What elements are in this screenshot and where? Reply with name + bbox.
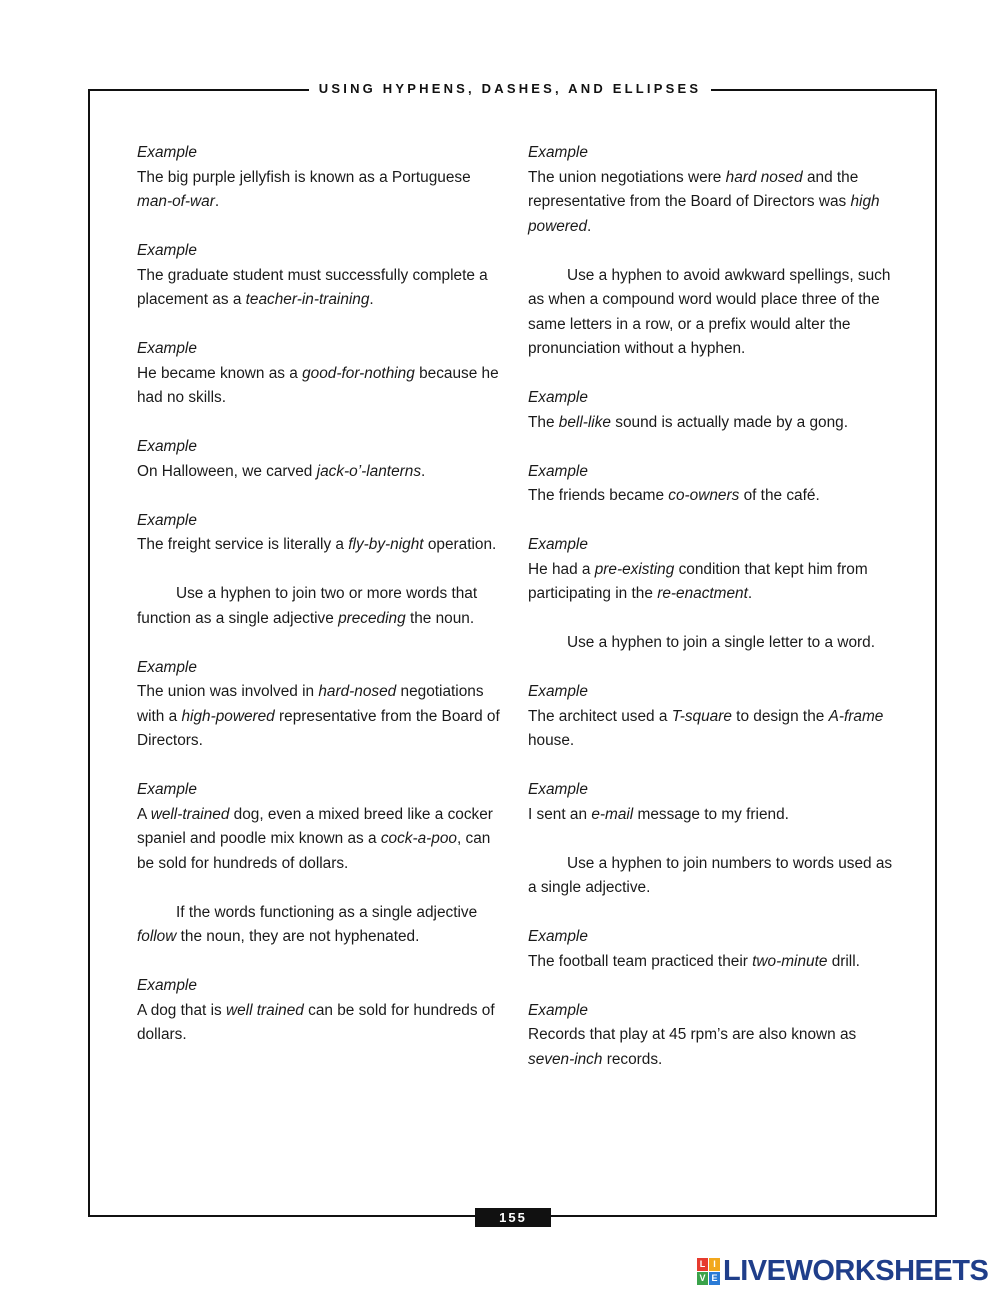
logo-block-i: I bbox=[709, 1258, 720, 1271]
example-label: Example bbox=[528, 144, 588, 161]
example-block bbox=[528, 460, 898, 509]
rule-paragraph: If the words functioning as a single adjective follow the noun, they are not hyphenated. bbox=[137, 903, 478, 945]
example-text: The graduate student must successfully complete a placement as a teacher-in-training. bbox=[137, 266, 488, 308]
example-label: Example bbox=[528, 1001, 588, 1019]
logo-text: LIVEWORKSHEETS bbox=[723, 1254, 989, 1287]
example-block bbox=[528, 533, 898, 607]
example-block bbox=[137, 337, 507, 411]
example-block bbox=[528, 680, 898, 754]
example-text: I sent an e-mail message to my friend. bbox=[528, 805, 789, 823]
example-text: He became known as a good-for-nothing because he had no skills. bbox=[137, 364, 499, 406]
example-block bbox=[528, 386, 898, 435]
example-text: The architect used a T-square to design the A-frame house. bbox=[528, 707, 884, 749]
logo-block-v: V bbox=[697, 1272, 708, 1285]
example-block bbox=[137, 141, 507, 215]
example-block bbox=[528, 999, 898, 1073]
logo-block-e: E bbox=[709, 1272, 720, 1285]
example-block bbox=[137, 974, 507, 1048]
left-column bbox=[137, 141, 507, 1072]
example-text: The friends became co-owners of the café. bbox=[528, 487, 820, 504]
right-column bbox=[528, 141, 898, 1097]
example-block bbox=[137, 435, 507, 484]
example-label: Example bbox=[137, 781, 197, 798]
example-text: The big purple jellyfish is known as a Portuguese man-of-war. bbox=[137, 168, 471, 210]
example-text: The football team practiced their two-minute drill. bbox=[528, 952, 860, 970]
example-label: Example bbox=[528, 536, 588, 553]
example-label: Example bbox=[137, 511, 197, 529]
example-label: Example bbox=[528, 462, 588, 480]
example-text: He had a pre-existing condition that kept him from participating in the re-enactment. bbox=[528, 560, 868, 602]
example-text: The union negotiations were hard nosed and the representative from the Board of Directors was high powered. bbox=[528, 168, 880, 235]
example-block bbox=[137, 656, 507, 754]
example-label: Example bbox=[137, 658, 197, 676]
rule-paragraph: Use a hyphen to join numbers to words used as a single adjective. bbox=[528, 854, 893, 896]
example-label: Example bbox=[137, 144, 197, 161]
example-label: Example bbox=[137, 977, 197, 994]
header-title: USING HYPHENS, DASHES, AND ELLIPSES bbox=[309, 81, 711, 96]
rule-paragraph: Use a hyphen to join two or more words that function as a single adjective preceding the noun. bbox=[137, 585, 478, 627]
example-block bbox=[528, 925, 898, 974]
example-text: Records that play at 45 rpm’s are also known as seven-inch records. bbox=[528, 1026, 857, 1068]
example-block bbox=[528, 778, 898, 827]
example-text: The freight service is literally a fly-by-night operation. bbox=[137, 536, 497, 553]
example-label: Example bbox=[528, 928, 588, 945]
page-number: 155 bbox=[475, 1208, 551, 1227]
logo-mark-icon bbox=[697, 1258, 720, 1285]
logo-block-l: L bbox=[697, 1258, 708, 1271]
example-label: Example bbox=[528, 781, 588, 798]
example-block bbox=[528, 141, 898, 239]
example-label: Example bbox=[137, 340, 197, 357]
example-text: The union was involved in hard-nosed negotiations with a high-powered representative from the Board of Directors. bbox=[137, 683, 500, 749]
example-text: A well-trained dog, even a mixed breed like a cocker spaniel and poodle mix known as a cock-a-poo, can be sold for hundreds of dollars. bbox=[137, 805, 493, 872]
example-block bbox=[137, 509, 507, 558]
example-text: The bell-like sound is actually made by a gong. bbox=[528, 413, 848, 431]
example-text: On Halloween, we carved jack-o’-lanterns. bbox=[137, 462, 426, 480]
example-label: Example bbox=[137, 438, 197, 455]
example-block bbox=[137, 778, 507, 876]
example-label: Example bbox=[528, 683, 588, 700]
example-block bbox=[137, 239, 507, 313]
example-text: A dog that is well trained can be sold for hundreds of dollars. bbox=[137, 1001, 495, 1043]
liveworksheets-logo[interactable] bbox=[697, 1254, 989, 1287]
rule-paragraph: Use a hyphen to avoid awkward spellings, such as when a compound word would place three of the same letters in a row, or a prefix would alter the pronunciation without a hyphen. bbox=[528, 266, 891, 357]
rule-paragraph: Use a hyphen to join a single letter to a word. bbox=[567, 634, 875, 651]
example-label: Example bbox=[137, 242, 197, 259]
example-label: Example bbox=[528, 389, 588, 406]
